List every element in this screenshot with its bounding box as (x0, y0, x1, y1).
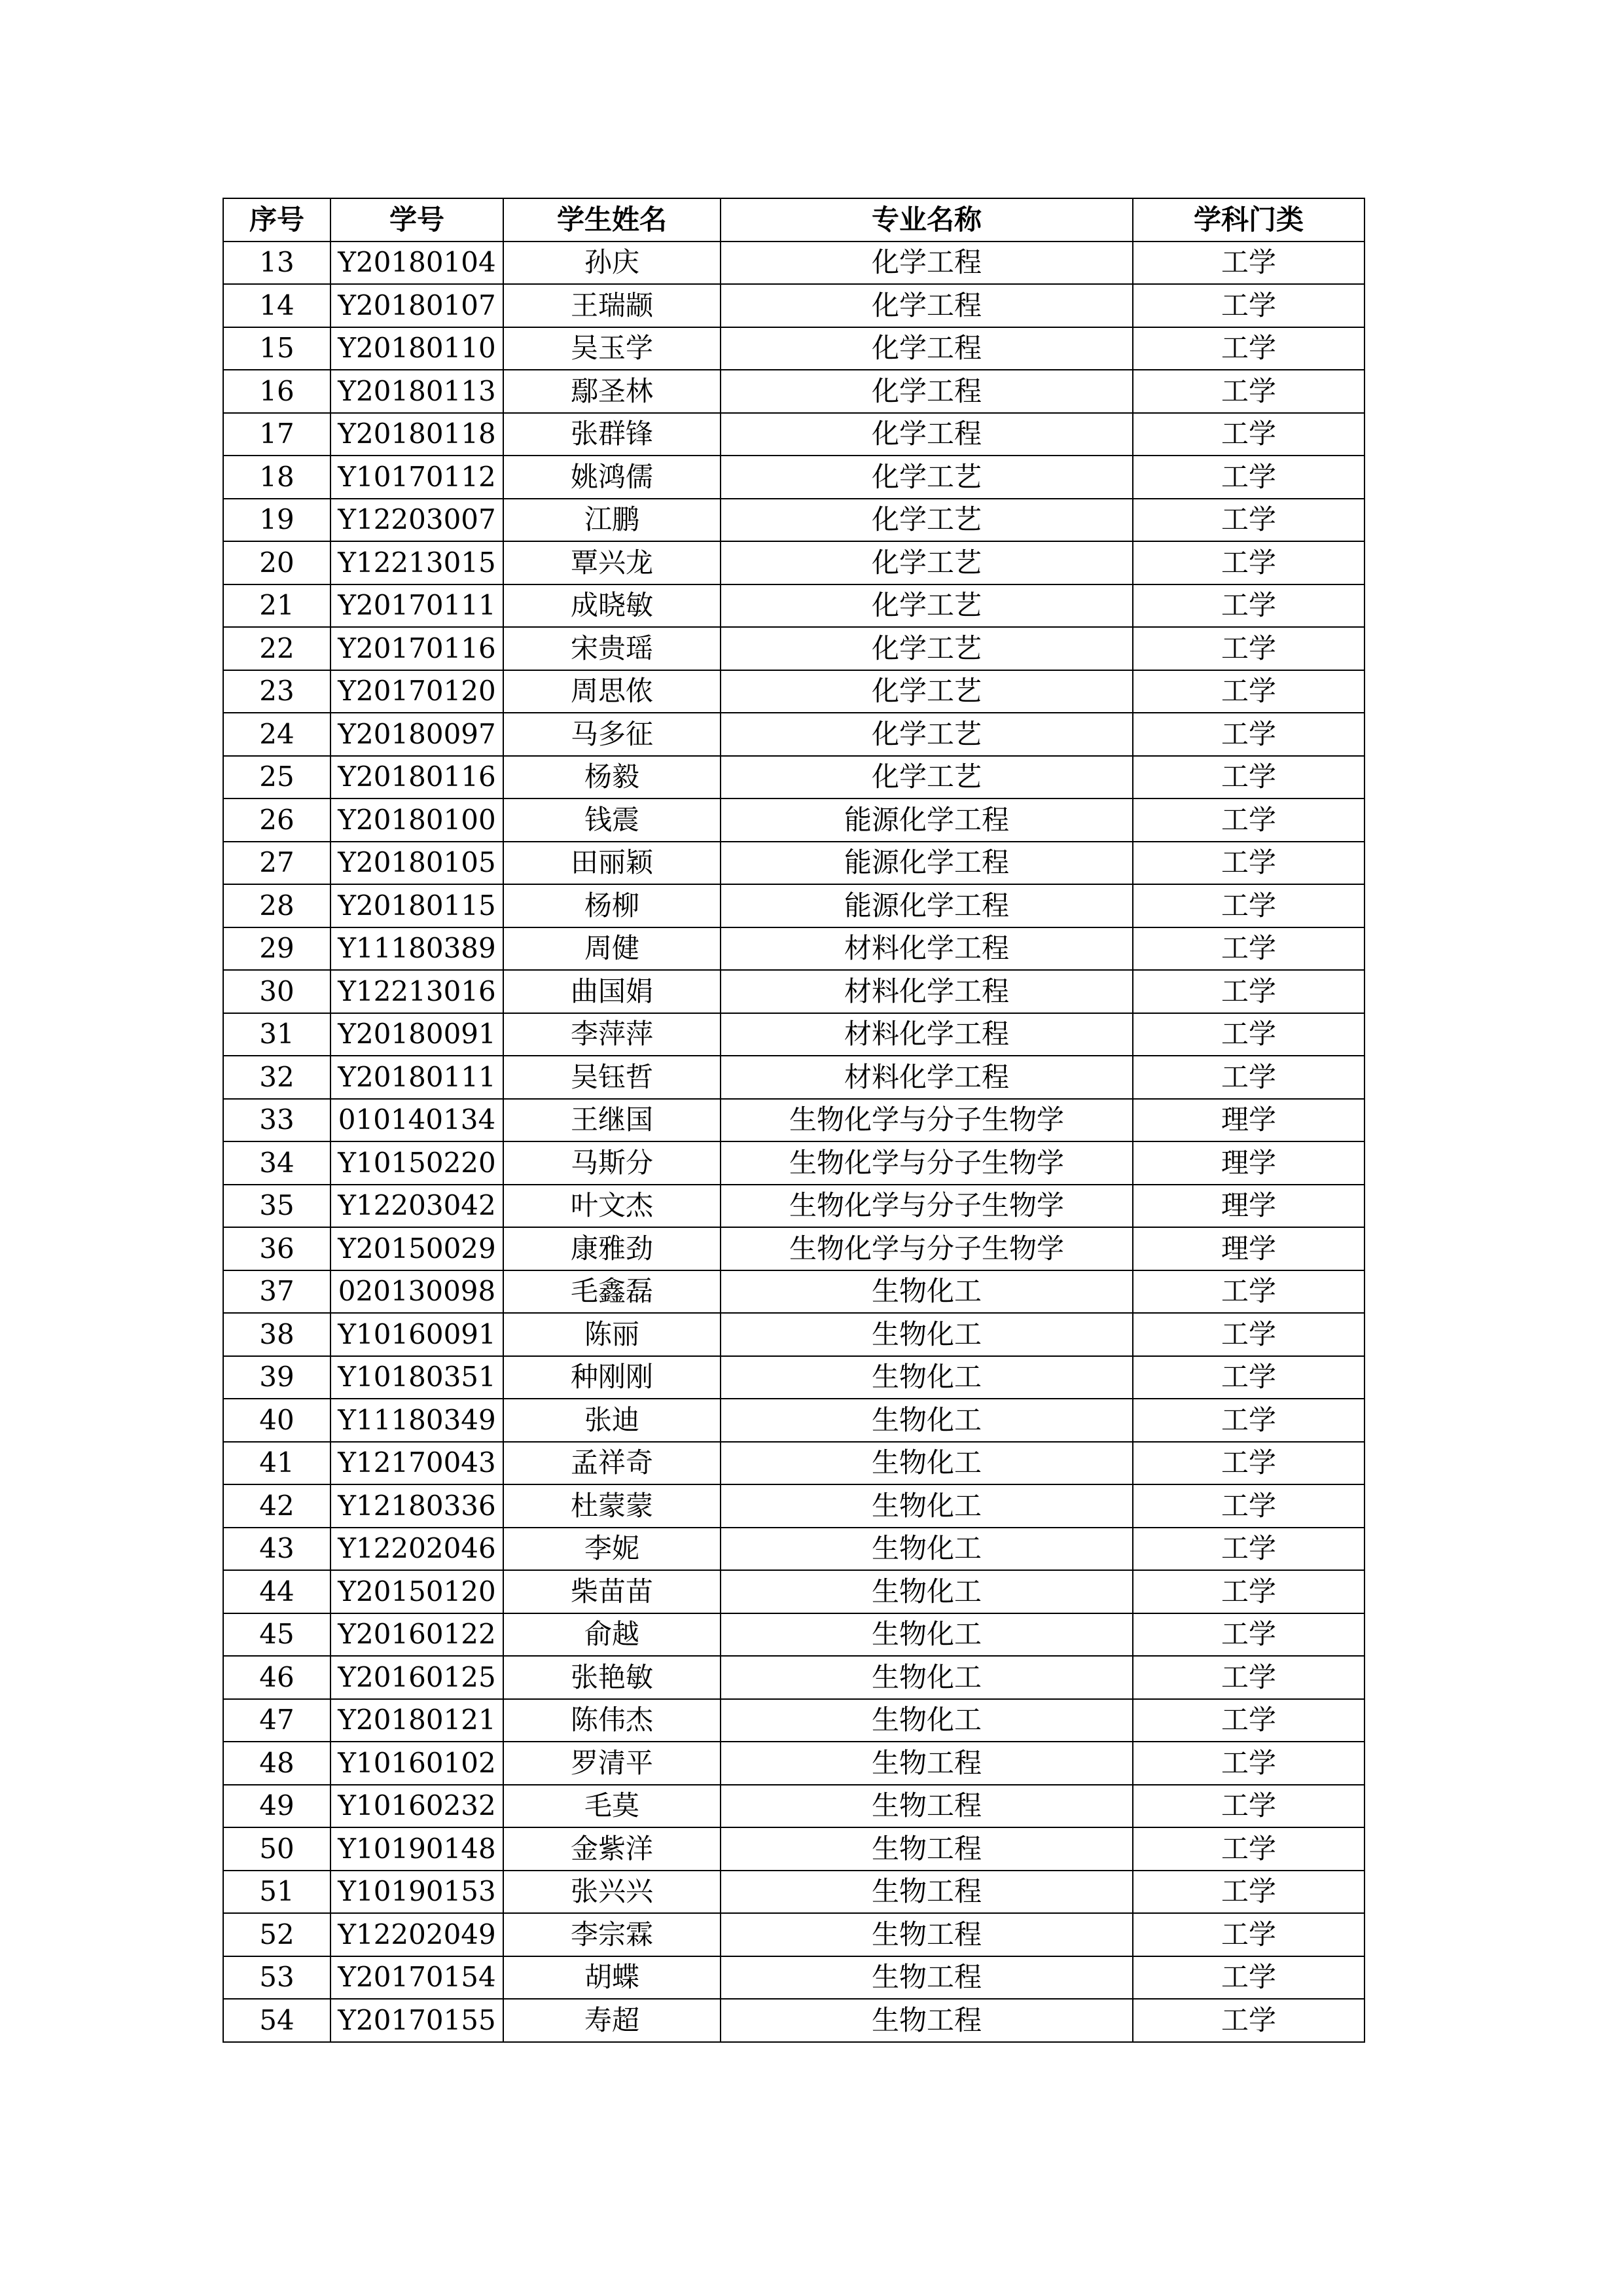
major-name-cell: 生物化工 (721, 1442, 1133, 1485)
student-id-cell: Y20180110 (330, 327, 503, 370)
student-name-cell: 马斯分 (503, 1141, 721, 1185)
student-name-cell: 覃兴龙 (503, 541, 721, 584)
major-name-cell: 生物化工 (721, 1656, 1133, 1699)
discipline-category-cell: 工学 (1133, 1956, 1364, 2000)
student-id-cell: Y12213016 (330, 970, 503, 1013)
student-id-cell: Y12180336 (330, 1484, 503, 1528)
student-name-cell: 周思侬 (503, 670, 721, 713)
header-student-id: 学号 (330, 198, 503, 242)
student-name-cell: 曲国娟 (503, 970, 721, 1013)
major-name-cell: 生物化工 (721, 1699, 1133, 1742)
discipline-category-cell: 工学 (1133, 1399, 1364, 1442)
table-row (223, 1099, 1364, 1142)
student-name-cell: 宋贵瑶 (503, 627, 721, 670)
discipline-category-cell: 工学 (1133, 370, 1364, 413)
major-name-cell: 生物工程 (721, 1913, 1133, 1956)
table-body (223, 242, 1364, 2042)
student-id-cell: Y20180097 (330, 713, 503, 756)
table-row (223, 1699, 1364, 1742)
major-name-cell: 生物化工 (721, 1270, 1133, 1314)
table-row (223, 370, 1364, 413)
student-name-cell: 毛鑫磊 (503, 1270, 721, 1314)
major-name-cell: 化学工程 (721, 327, 1133, 370)
serial-number-cell: 17 (223, 413, 330, 456)
table-row (223, 1484, 1364, 1528)
student-id-cell: Y10160091 (330, 1313, 503, 1356)
serial-number-cell: 43 (223, 1528, 330, 1571)
major-name-cell: 化学工艺 (721, 456, 1133, 499)
table-row (223, 1056, 1364, 1099)
discipline-category-cell: 工学 (1133, 456, 1364, 499)
student-name-cell: 李宗霖 (503, 1913, 721, 1956)
table-row (223, 627, 1364, 670)
serial-number-cell: 29 (223, 927, 330, 971)
student-id-cell: Y20180118 (330, 413, 503, 456)
table-row (223, 541, 1364, 584)
discipline-category-cell: 工学 (1133, 1742, 1364, 1785)
table-row (223, 970, 1364, 1013)
major-name-cell: 化学工艺 (721, 713, 1133, 756)
discipline-category-cell: 工学 (1133, 927, 1364, 971)
student-roster-table (223, 198, 1365, 2043)
serial-number-cell: 53 (223, 1956, 330, 2000)
serial-number-cell: 48 (223, 1742, 330, 1785)
student-name-cell: 吴钰哲 (503, 1056, 721, 1099)
discipline-category-cell: 理学 (1133, 1227, 1364, 1270)
major-name-cell: 生物化工 (721, 1528, 1133, 1571)
serial-number-cell: 39 (223, 1356, 330, 1399)
table-row (223, 1013, 1364, 1056)
student-id-cell: Y10170112 (330, 456, 503, 499)
table-row (223, 584, 1364, 628)
major-name-cell: 化学工艺 (721, 670, 1133, 713)
student-name-cell: 吴玉学 (503, 327, 721, 370)
major-name-cell: 能源化学工程 (721, 842, 1133, 885)
table-row (223, 1613, 1364, 1657)
student-name-cell: 毛莫 (503, 1785, 721, 1828)
student-id-cell: Y20180116 (330, 756, 503, 799)
discipline-category-cell: 工学 (1133, 670, 1364, 713)
student-id-cell: Y10150220 (330, 1141, 503, 1185)
major-name-cell: 化学工艺 (721, 627, 1133, 670)
student-id-cell: Y11180389 (330, 927, 503, 971)
major-name-cell: 能源化学工程 (721, 884, 1133, 927)
discipline-category-cell: 工学 (1133, 842, 1364, 885)
serial-number-cell: 22 (223, 627, 330, 670)
discipline-category-cell: 工学 (1133, 541, 1364, 584)
major-name-cell: 生物化工 (721, 1484, 1133, 1528)
serial-number-cell: 51 (223, 1871, 330, 1914)
student-id-cell: Y20180107 (330, 284, 503, 327)
student-id-cell: Y20170111 (330, 584, 503, 628)
student-id-cell: Y20180111 (330, 1056, 503, 1099)
student-id-cell: Y12203007 (330, 499, 503, 542)
major-name-cell: 生物化学与分子生物学 (721, 1227, 1133, 1270)
discipline-category-cell: 工学 (1133, 242, 1364, 285)
serial-number-cell: 18 (223, 456, 330, 499)
serial-number-cell: 19 (223, 499, 330, 542)
student-id-cell: Y10190148 (330, 1827, 503, 1871)
table-row (223, 1185, 1364, 1228)
student-name-cell: 马多征 (503, 713, 721, 756)
student-name-cell: 鄢圣林 (503, 370, 721, 413)
student-name-cell: 胡蝶 (503, 1956, 721, 2000)
discipline-category-cell: 工学 (1133, 1871, 1364, 1914)
student-id-cell: Y20170120 (330, 670, 503, 713)
student-name-cell: 王继国 (503, 1099, 721, 1142)
discipline-category-cell: 工学 (1133, 1356, 1364, 1399)
table-row (223, 242, 1364, 285)
major-name-cell: 生物化学与分子生物学 (721, 1141, 1133, 1185)
student-name-cell: 寿超 (503, 1999, 721, 2042)
serial-number-cell: 16 (223, 370, 330, 413)
table-row (223, 1871, 1364, 1914)
major-name-cell: 生物化工 (721, 1399, 1133, 1442)
discipline-category-cell: 工学 (1133, 1656, 1364, 1699)
major-name-cell: 生物化工 (721, 1356, 1133, 1399)
major-name-cell: 化学工程 (721, 242, 1133, 285)
major-name-cell: 化学工程 (721, 370, 1133, 413)
student-name-cell: 金紫洋 (503, 1827, 721, 1871)
student-id-cell: Y12202046 (330, 1528, 503, 1571)
student-id-cell: Y12203042 (330, 1185, 503, 1228)
student-id-cell: Y20180105 (330, 842, 503, 885)
header-row (223, 198, 1364, 242)
student-id-cell: Y20170154 (330, 1956, 503, 2000)
student-id-cell: Y12202049 (330, 1913, 503, 1956)
table-row (223, 413, 1364, 456)
student-id-cell: Y20180104 (330, 242, 503, 285)
student-id-cell: 020130098 (330, 1270, 503, 1314)
student-name-cell: 李妮 (503, 1528, 721, 1571)
serial-number-cell: 27 (223, 842, 330, 885)
discipline-category-cell: 理学 (1133, 1141, 1364, 1185)
student-name-cell: 杨毅 (503, 756, 721, 799)
student-name-cell: 俞越 (503, 1613, 721, 1657)
student-name-cell: 孙庆 (503, 242, 721, 285)
serial-number-cell: 23 (223, 670, 330, 713)
student-name-cell: 成晓敏 (503, 584, 721, 628)
major-name-cell: 化学工程 (721, 284, 1133, 327)
discipline-category-cell: 工学 (1133, 798, 1364, 842)
major-name-cell: 材料化学工程 (721, 1056, 1133, 1099)
major-name-cell: 生物化学与分子生物学 (721, 1185, 1133, 1228)
table-row (223, 1827, 1364, 1871)
serial-number-cell: 32 (223, 1056, 330, 1099)
table-row (223, 1528, 1364, 1571)
student-id-cell: Y12213015 (330, 541, 503, 584)
serial-number-cell: 36 (223, 1227, 330, 1270)
serial-number-cell: 25 (223, 756, 330, 799)
table-header (223, 198, 1364, 242)
major-name-cell: 化学工程 (721, 413, 1133, 456)
student-name-cell: 王瑞颛 (503, 284, 721, 327)
discipline-category-cell: 工学 (1133, 1013, 1364, 1056)
student-id-cell: Y20150029 (330, 1227, 503, 1270)
discipline-category-cell: 工学 (1133, 499, 1364, 542)
serial-number-cell: 31 (223, 1013, 330, 1056)
student-name-cell: 杨柳 (503, 884, 721, 927)
major-name-cell: 生物工程 (721, 1742, 1133, 1785)
student-id-cell: Y20180100 (330, 798, 503, 842)
discipline-category-cell: 工学 (1133, 970, 1364, 1013)
major-name-cell: 材料化学工程 (721, 927, 1133, 971)
discipline-category-cell: 工学 (1133, 1699, 1364, 1742)
student-id-cell: Y10160232 (330, 1785, 503, 1828)
discipline-category-cell: 工学 (1133, 413, 1364, 456)
table-row (223, 1141, 1364, 1185)
serial-number-cell: 47 (223, 1699, 330, 1742)
serial-number-cell: 33 (223, 1099, 330, 1142)
discipline-category-cell: 工学 (1133, 1570, 1364, 1613)
serial-number-cell: 42 (223, 1484, 330, 1528)
table-row (223, 713, 1364, 756)
table-row (223, 842, 1364, 885)
student-name-cell: 李萍萍 (503, 1013, 721, 1056)
student-name-cell: 钱震 (503, 798, 721, 842)
serial-number-cell: 15 (223, 327, 330, 370)
major-name-cell: 化学工艺 (721, 499, 1133, 542)
student-name-cell: 柴苗苗 (503, 1570, 721, 1613)
table-row (223, 1313, 1364, 1356)
discipline-category-cell: 理学 (1133, 1099, 1364, 1142)
discipline-category-cell: 工学 (1133, 584, 1364, 628)
table-row (223, 1270, 1364, 1314)
table-row (223, 499, 1364, 542)
student-id-cell: Y11180349 (330, 1399, 503, 1442)
major-name-cell: 生物化工 (721, 1613, 1133, 1657)
major-name-cell: 材料化学工程 (721, 970, 1133, 1013)
student-name-cell: 张艳敏 (503, 1656, 721, 1699)
serial-number-cell: 44 (223, 1570, 330, 1613)
discipline-category-cell: 工学 (1133, 1484, 1364, 1528)
serial-number-cell: 52 (223, 1913, 330, 1956)
major-name-cell: 生物工程 (721, 1871, 1133, 1914)
student-name-cell: 张迪 (503, 1399, 721, 1442)
discipline-category-cell: 工学 (1133, 1999, 1364, 2042)
student-name-cell: 种刚刚 (503, 1356, 721, 1399)
major-name-cell: 生物工程 (721, 1827, 1133, 1871)
serial-number-cell: 50 (223, 1827, 330, 1871)
serial-number-cell: 28 (223, 884, 330, 927)
student-name-cell: 姚鸿儒 (503, 456, 721, 499)
table-row (223, 1785, 1364, 1828)
discipline-category-cell: 工学 (1133, 884, 1364, 927)
serial-number-cell: 21 (223, 584, 330, 628)
serial-number-cell: 34 (223, 1141, 330, 1185)
discipline-category-cell: 工学 (1133, 1913, 1364, 1956)
header-student-name: 学生姓名 (503, 198, 721, 242)
major-name-cell: 生物工程 (721, 1999, 1133, 2042)
serial-number-cell: 13 (223, 242, 330, 285)
discipline-category-cell: 工学 (1133, 756, 1364, 799)
discipline-category-cell: 工学 (1133, 713, 1364, 756)
discipline-category-cell: 工学 (1133, 1827, 1364, 1871)
student-id-cell: Y20150120 (330, 1570, 503, 1613)
serial-number-cell: 38 (223, 1313, 330, 1356)
student-name-cell: 田丽颖 (503, 842, 721, 885)
student-name-cell: 叶文杰 (503, 1185, 721, 1228)
student-id-cell: Y20170116 (330, 627, 503, 670)
discipline-category-cell: 工学 (1133, 284, 1364, 327)
major-name-cell: 化学工艺 (721, 756, 1133, 799)
student-id-cell: Y20180115 (330, 884, 503, 927)
serial-number-cell: 30 (223, 970, 330, 1013)
discipline-category-cell: 工学 (1133, 1313, 1364, 1356)
table-row (223, 1656, 1364, 1699)
student-name-cell: 康雅劲 (503, 1227, 721, 1270)
student-id-cell: Y10180351 (330, 1356, 503, 1399)
serial-number-cell: 40 (223, 1399, 330, 1442)
table-row (223, 1956, 1364, 2000)
student-id-cell: Y20180121 (330, 1699, 503, 1742)
serial-number-cell: 26 (223, 798, 330, 842)
major-name-cell: 生物化工 (721, 1313, 1133, 1356)
table-row (223, 670, 1364, 713)
discipline-category-cell: 工学 (1133, 1270, 1364, 1314)
table-row (223, 798, 1364, 842)
serial-number-cell: 54 (223, 1999, 330, 2042)
major-name-cell: 化学工艺 (721, 584, 1133, 628)
table-row (223, 884, 1364, 927)
table-row (223, 927, 1364, 971)
student-name-cell: 孟祥奇 (503, 1442, 721, 1485)
student-id-cell: Y20180113 (330, 370, 503, 413)
major-name-cell: 生物化学与分子生物学 (721, 1099, 1133, 1142)
major-name-cell: 化学工艺 (721, 541, 1133, 584)
student-name-cell: 杜蒙蒙 (503, 1484, 721, 1528)
student-name-cell: 张群锋 (503, 413, 721, 456)
table-row (223, 756, 1364, 799)
discipline-category-cell: 工学 (1133, 1785, 1364, 1828)
table-row (223, 327, 1364, 370)
discipline-category-cell: 工学 (1133, 1442, 1364, 1485)
student-name-cell: 江鹏 (503, 499, 721, 542)
student-id-cell: Y20170155 (330, 1999, 503, 2042)
student-name-cell: 周健 (503, 927, 721, 971)
table-row (223, 1742, 1364, 1785)
student-name-cell: 罗清平 (503, 1742, 721, 1785)
header-serial-number: 序号 (223, 198, 330, 242)
table-row (223, 1913, 1364, 1956)
discipline-category-cell: 工学 (1133, 327, 1364, 370)
student-id-cell: Y20160125 (330, 1656, 503, 1699)
discipline-category-cell: 工学 (1133, 1613, 1364, 1657)
table-row (223, 1570, 1364, 1613)
serial-number-cell: 45 (223, 1613, 330, 1657)
table-row (223, 1399, 1364, 1442)
discipline-category-cell: 理学 (1133, 1185, 1364, 1228)
serial-number-cell: 20 (223, 541, 330, 584)
table-row (223, 1442, 1364, 1485)
serial-number-cell: 41 (223, 1442, 330, 1485)
serial-number-cell: 37 (223, 1270, 330, 1314)
major-name-cell: 生物化工 (721, 1570, 1133, 1613)
serial-number-cell: 35 (223, 1185, 330, 1228)
table-row (223, 1999, 1364, 2042)
discipline-category-cell: 工学 (1133, 627, 1364, 670)
serial-number-cell: 14 (223, 284, 330, 327)
major-name-cell: 生物工程 (721, 1956, 1133, 2000)
table-row (223, 284, 1364, 327)
student-id-cell: Y20180091 (330, 1013, 503, 1056)
student-id-cell: Y20160122 (330, 1613, 503, 1657)
student-name-cell: 陈伟杰 (503, 1699, 721, 1742)
table-row (223, 1227, 1364, 1270)
student-id-cell: Y10190153 (330, 1871, 503, 1914)
serial-number-cell: 49 (223, 1785, 330, 1828)
discipline-category-cell: 工学 (1133, 1056, 1364, 1099)
discipline-category-cell: 工学 (1133, 1528, 1364, 1571)
major-name-cell: 生物工程 (721, 1785, 1133, 1828)
serial-number-cell: 24 (223, 713, 330, 756)
student-name-cell: 陈丽 (503, 1313, 721, 1356)
student-id-cell: Y10160102 (330, 1742, 503, 1785)
major-name-cell: 材料化学工程 (721, 1013, 1133, 1056)
student-id-cell: Y12170043 (330, 1442, 503, 1485)
student-name-cell: 张兴兴 (503, 1871, 721, 1914)
major-name-cell: 能源化学工程 (721, 798, 1133, 842)
serial-number-cell: 46 (223, 1656, 330, 1699)
table-row (223, 1356, 1364, 1399)
header-major-name: 专业名称 (721, 198, 1133, 242)
student-id-cell: 010140134 (330, 1099, 503, 1142)
table-row (223, 456, 1364, 499)
header-discipline-category: 学科门类 (1133, 198, 1364, 242)
